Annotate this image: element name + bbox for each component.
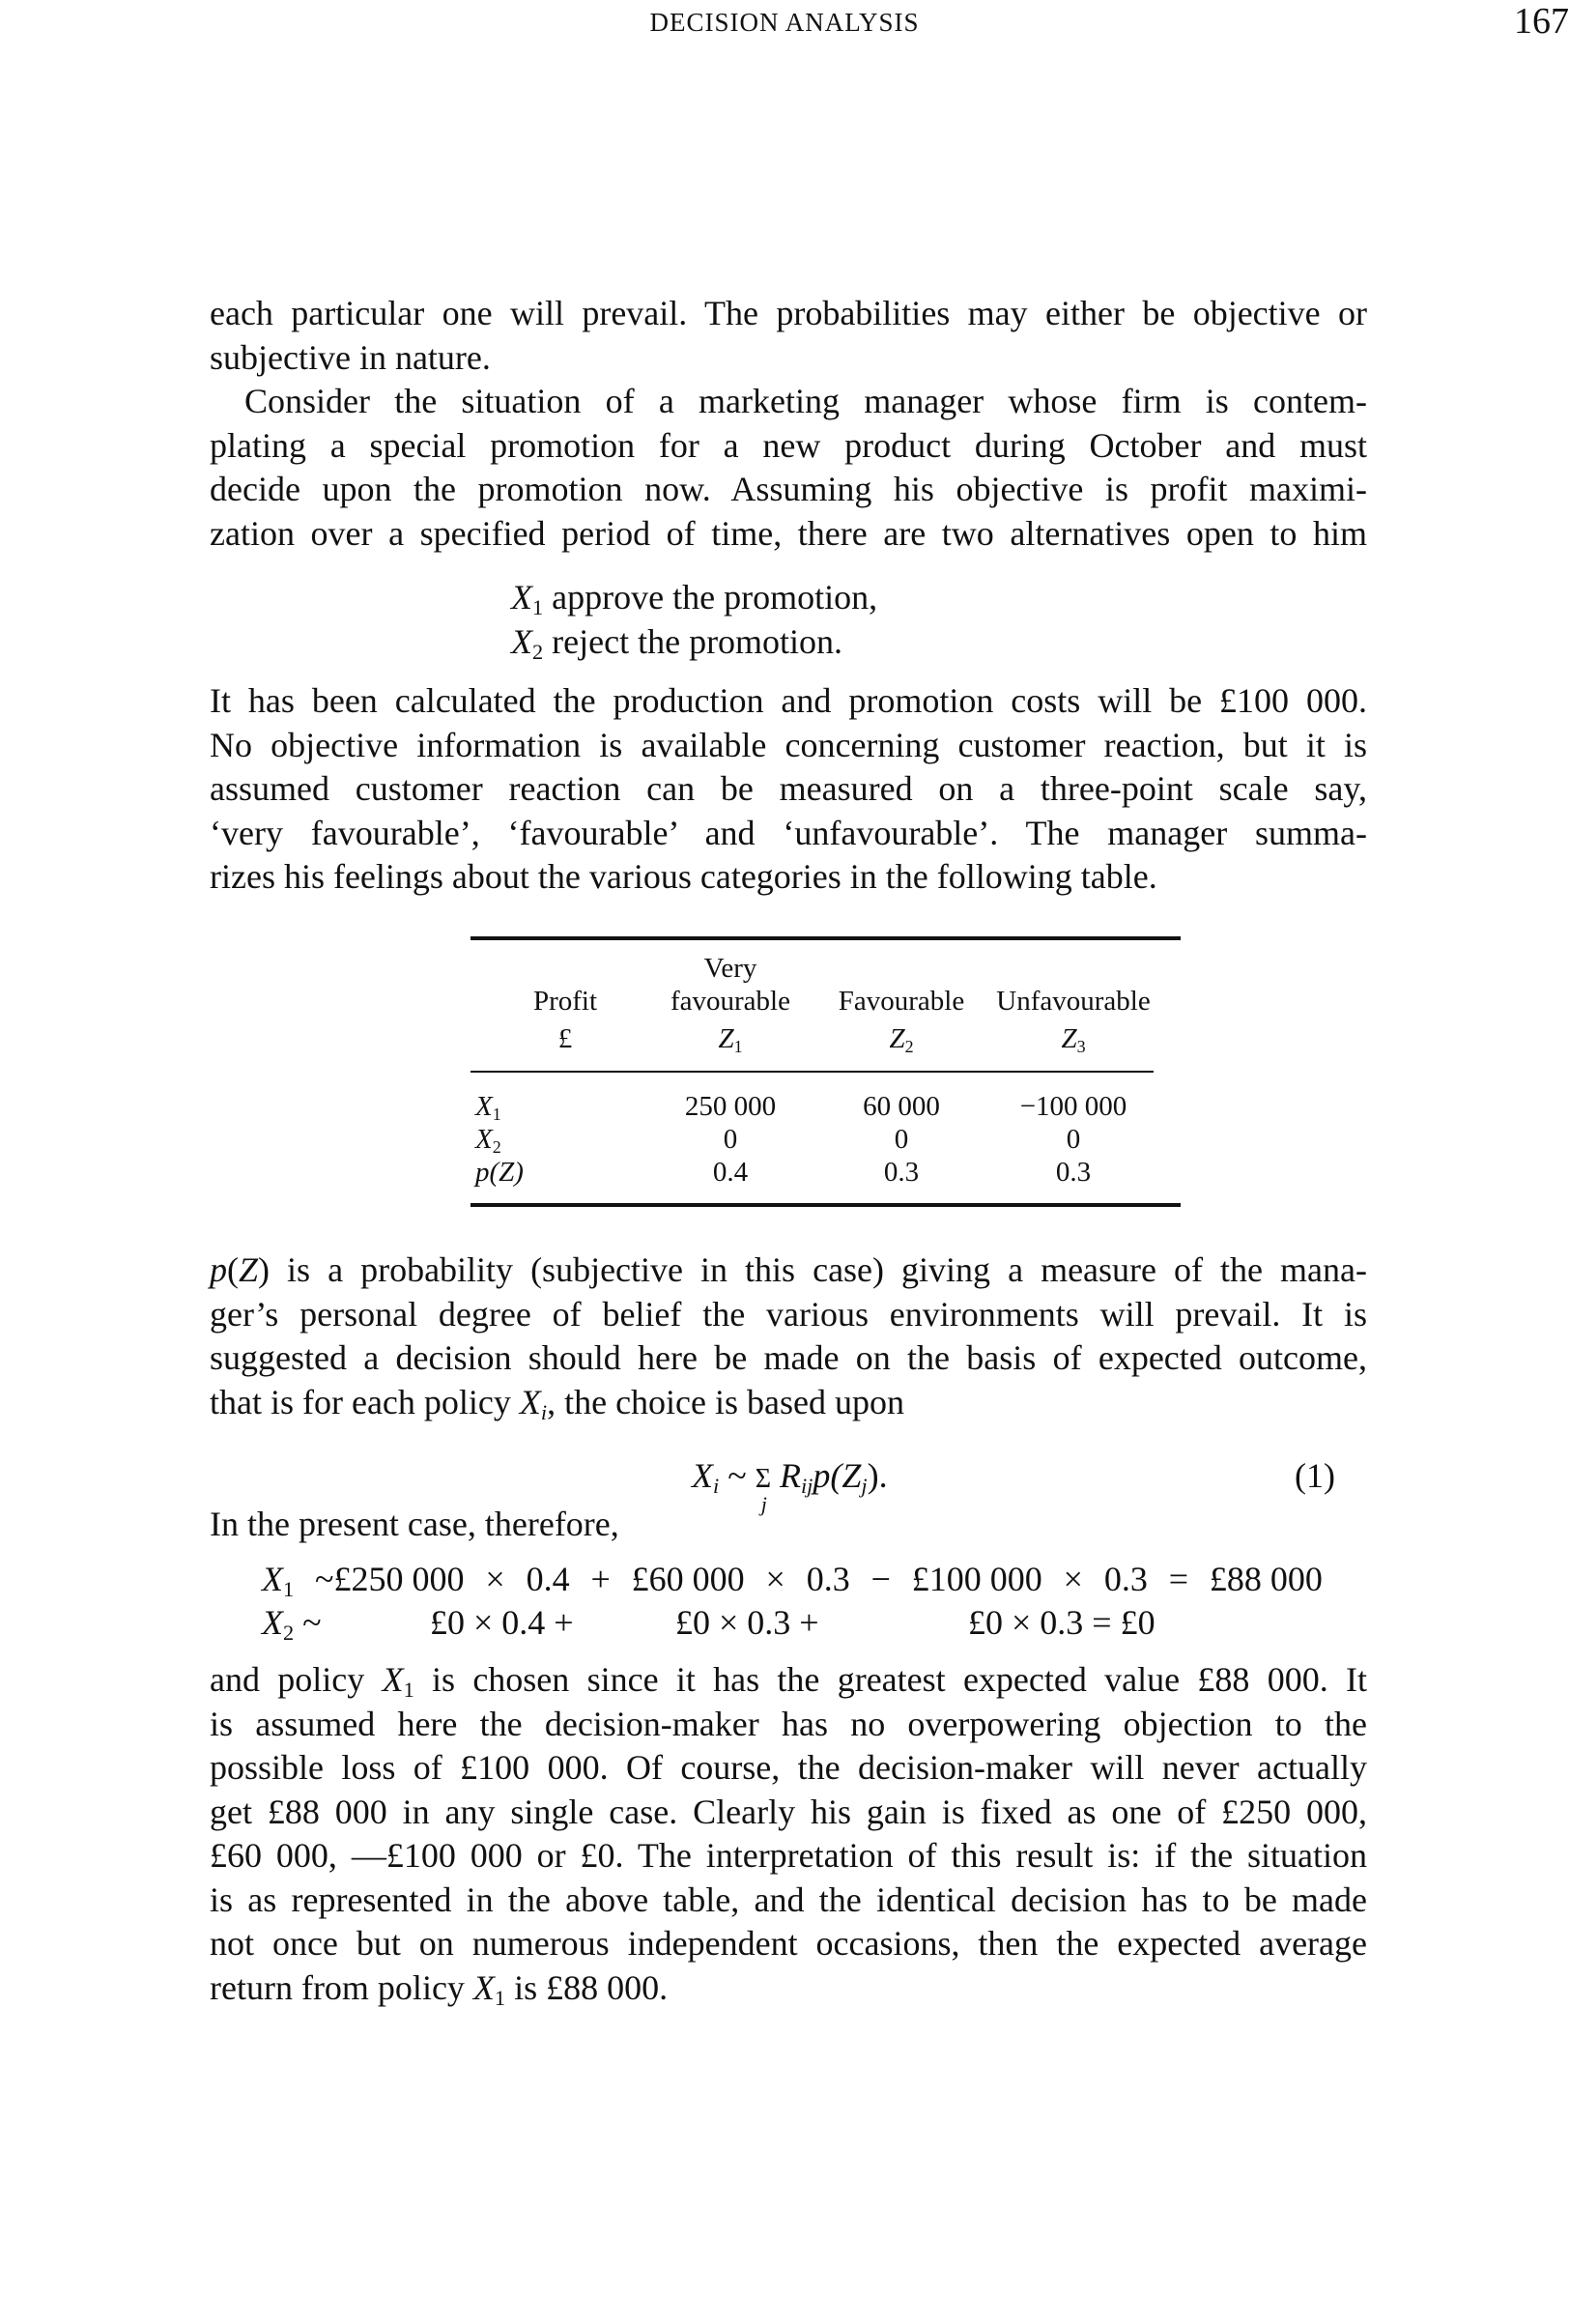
calc-term [1210, 1557, 1323, 1601]
text: assumed customer reaction can be measured on a three-point scale say, [210, 769, 1367, 808]
text: plating a special promotion for a new product during October and must [210, 425, 1367, 465]
math-var: X [262, 1560, 283, 1598]
calc-term [590, 1557, 610, 1601]
text-line [210, 1879, 1367, 1923]
var-x: X [475, 1091, 493, 1122]
text: No objective information is available concerning customer reaction, but it is [210, 725, 1367, 764]
text: ) is a probability (subjective in this case) giving a measure of the mana- [258, 1250, 1367, 1289]
calc-term [262, 1557, 294, 1601]
header-col1-line2: favourable [670, 986, 790, 1017]
text-line [210, 855, 1367, 900]
cell: 250 000 [684, 1091, 777, 1122]
eq-rest: p(Z [813, 1456, 862, 1495]
row-label-x1 [475, 1090, 501, 1123]
sub: 3 [1076, 1037, 1086, 1057]
text: It has been calculated the production and promotion costs will be £100 000. [210, 681, 1367, 720]
text: ‘very favourable’, ‘favourable’ and ‘unfavourable’. The manager summa- [210, 813, 1367, 852]
text: 0.4 [526, 1560, 570, 1598]
text-line [210, 679, 1367, 724]
subscript: 1 [494, 1985, 506, 2010]
cell: 0 [894, 1124, 909, 1155]
text: approve the promotion, [543, 578, 878, 617]
cell: 0.4 [712, 1157, 749, 1188]
text-line [210, 512, 1367, 557]
text: + [590, 1560, 611, 1598]
page-header [0, 0, 1569, 44]
text: return from policy [210, 1967, 473, 2007]
text-line [210, 1658, 1367, 1703]
math-var: Z [239, 1250, 259, 1289]
text: zation over a specified period of time, there are two alternatives open to him [210, 513, 1367, 553]
header-col1-line1: Very [703, 953, 757, 984]
text-line [511, 620, 1187, 665]
header-col3: Unfavourable [996, 986, 1151, 1017]
text-line [210, 1381, 1367, 1425]
eq-close: ). [867, 1456, 888, 1495]
header-profit-label: Profit [532, 986, 598, 1017]
text-line [210, 1922, 1367, 1966]
text: × [1063, 1560, 1083, 1598]
paragraph-probability [210, 1248, 1367, 1424]
table-top-rule [471, 936, 1181, 940]
sub: 2 [283, 1621, 295, 1646]
text: subjective in nature. [210, 337, 491, 377]
calc-x2-label [262, 1600, 322, 1645]
calc-term [1064, 1557, 1083, 1601]
cell: 0.3 [883, 1157, 920, 1188]
text: , the choice is based upon [547, 1382, 904, 1421]
calc-term [1104, 1557, 1148, 1601]
text: × [485, 1560, 505, 1598]
text: 0.3 [1103, 1560, 1148, 1598]
cell: −100 000 [1019, 1091, 1127, 1122]
sub: ij [800, 1474, 813, 1499]
calc-term [527, 1557, 570, 1601]
page-number: 167 [1514, 1, 1569, 42]
text-line [210, 380, 1367, 424]
paragraph-situation [210, 380, 1367, 556]
eq-term: R [779, 1456, 801, 1495]
paragraph-continuation [210, 292, 1367, 380]
text-line [210, 424, 1367, 469]
subscript: 1 [532, 595, 544, 620]
text: rizes his feelings about the various categories in the following table. [210, 857, 1157, 896]
subscript: 2 [532, 639, 544, 664]
text-line [210, 1248, 1367, 1293]
cell: 0.3 [1055, 1157, 1092, 1188]
subscript: 1 [283, 1577, 295, 1602]
calc-x2-term2: £0 × 0.3 + [675, 1603, 819, 1642]
subscript: i [540, 1399, 548, 1424]
text: decide upon the promotion now. Assuming his objective is profit maximi- [210, 470, 1367, 508]
text-line [210, 1746, 1367, 1791]
text: ~£250 000 [315, 1560, 465, 1598]
calc-term [871, 1557, 891, 1601]
math-var: X [472, 1967, 495, 2007]
header-col2: Favourable [838, 986, 965, 1017]
cell: 60 000 [863, 1091, 940, 1122]
text-line [210, 336, 1367, 381]
text: 0.3 [806, 1560, 850, 1598]
eq-rel: ~ [719, 1456, 756, 1495]
text: In the present case, therefore, [210, 1505, 619, 1543]
sub: 2 [492, 1137, 501, 1158]
text: suggested a decision should here be made on the basis of expected outcome, [210, 1338, 1367, 1377]
text-line [210, 1791, 1367, 1835]
sub: j [861, 1474, 868, 1499]
calc-x2-term3: £0 × 0.3 = £0 [968, 1603, 1155, 1642]
text: get £88 000 in any single case. Clearly his gain is fixed as one of £250 000, [210, 1792, 1367, 1831]
var-x: X [475, 1124, 493, 1155]
text: is £88 000. [505, 1967, 669, 2007]
subscript: 1 [403, 1678, 414, 1703]
text: £60 000 [631, 1560, 745, 1598]
text: Consider the situation of a marketing manager whose firm is contem- [244, 382, 1367, 420]
text: − [870, 1560, 891, 1598]
math-var: X [511, 578, 532, 617]
sub: 1 [492, 1105, 501, 1125]
text-line [210, 1336, 1367, 1381]
text-line [210, 767, 1367, 812]
text-line [210, 1293, 1367, 1337]
equation-number: (1) [1295, 1456, 1335, 1495]
text: ger’s personal degree of belief the various environments will prevail. It is [210, 1294, 1367, 1334]
sum-symbol [755, 1457, 771, 1516]
text: is as represented in the above table, and the identical decision has to be made [210, 1879, 1367, 1919]
text: that is for each policy [210, 1382, 520, 1421]
text: reject the promotion. [543, 621, 843, 661]
text: possible loss of £100 000. Of course, the decision-maker will never actually [210, 1748, 1367, 1787]
text: = [1168, 1560, 1189, 1598]
calculation-x1 [262, 1557, 1323, 1601]
cell: 0 [1066, 1124, 1081, 1155]
var-x: X [262, 1603, 283, 1642]
text-line [210, 724, 1367, 768]
paragraph-costs [210, 679, 1367, 900]
paragraph-conclusion [210, 1658, 1367, 2010]
calc-term [807, 1557, 850, 1601]
math-var: p [210, 1250, 227, 1289]
var-z: Z [1061, 1023, 1077, 1054]
text: each particular one will prevail. The probabilities may either be objective or [210, 294, 1367, 332]
table-mid-rule [471, 1071, 1154, 1073]
text: not once but on numerous independent occasions, then the expected average [210, 1924, 1367, 1963]
text-line [210, 292, 1367, 336]
header-currency-label: £ [557, 1023, 573, 1054]
text-line [511, 576, 1187, 620]
sum-sub: j [760, 1492, 767, 1516]
text-line [210, 1703, 1367, 1747]
sub: 1 [733, 1037, 743, 1057]
sub: i [713, 1474, 720, 1499]
text: is assumed here the decision-maker has no overpowering objection to the [210, 1704, 1367, 1743]
text-line [210, 468, 1367, 512]
text: £100 000 [911, 1560, 1042, 1598]
text: £60 000, —£100 000 or £0. The interpretation of this result is: if the situation [210, 1836, 1367, 1875]
calc-term [315, 1557, 464, 1601]
sum: Σ [755, 1464, 771, 1494]
calc-term [912, 1557, 1042, 1601]
paragraph-present-case [210, 1503, 1367, 1547]
var-z: Z [889, 1023, 905, 1054]
text-line [210, 812, 1367, 856]
row-label-x2 [475, 1123, 501, 1156]
math-var: X [382, 1660, 404, 1699]
equation-1 [692, 1453, 888, 1516]
text: £88 000 [1209, 1560, 1323, 1598]
rel: ~ [302, 1603, 322, 1642]
text: ( [227, 1250, 239, 1289]
sub: 2 [904, 1037, 914, 1057]
eq-var: X [692, 1456, 713, 1495]
header-col3-var [967, 1022, 1180, 1055]
text: × [765, 1560, 785, 1598]
running-head: DECISION ANALYSIS [649, 8, 920, 37]
text-line [210, 1834, 1367, 1879]
calc-term [766, 1557, 785, 1601]
alternatives-list [511, 576, 1187, 664]
text-line [210, 1503, 1367, 1547]
text-line [210, 1966, 1367, 2011]
calc-term [632, 1557, 745, 1601]
calc-term [485, 1557, 504, 1601]
text: is chosen since it has the greatest expected value £88 000. It [414, 1660, 1367, 1699]
text: and policy [210, 1660, 383, 1699]
calc-x2-term1: £0 × 0.4 + [430, 1603, 574, 1642]
table-bottom-rule [471, 1203, 1181, 1207]
math-var: X [511, 621, 532, 661]
cell: 0 [723, 1124, 738, 1155]
math-var: X [519, 1382, 541, 1421]
row-label-pz: p(Z) [475, 1157, 524, 1188]
var-z: Z [718, 1023, 734, 1054]
calc-term [1169, 1557, 1188, 1601]
